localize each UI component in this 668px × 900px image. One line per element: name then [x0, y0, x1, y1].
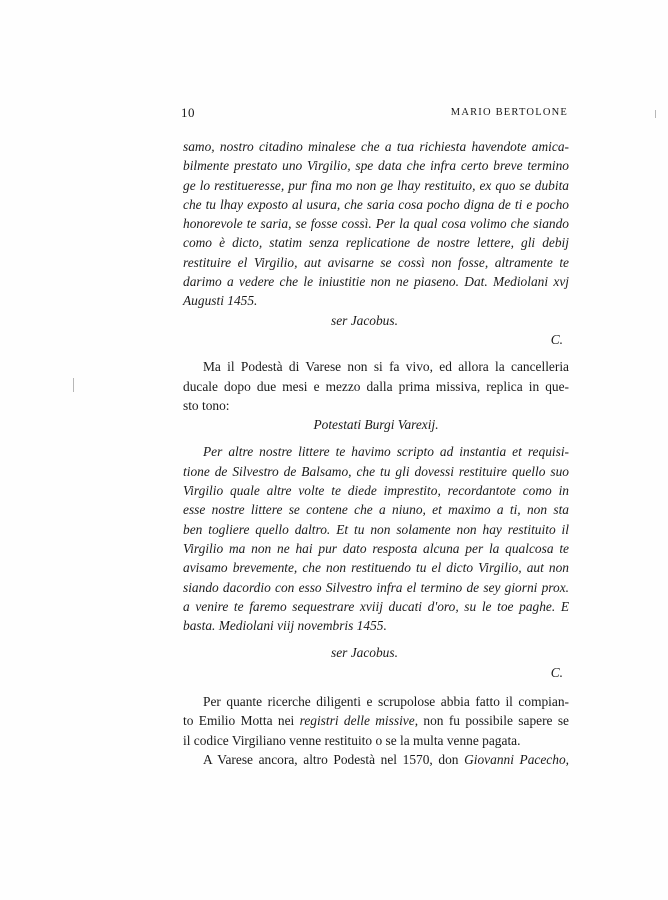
letter-2-line: esse nostre littere se contene che a niuno, et maximo a ti, non sta	[183, 502, 569, 518]
letter-1-line: che tu lhay exposto al usura, che saria cosa pocho digna de ti e pocho	[183, 196, 569, 212]
letter-1-signature: ser Jacobus.	[331, 312, 398, 328]
running-head: MARIO BERTOLONE	[450, 107, 568, 118]
letter-1-line: darimo a vedere che le iniustitie non ne piaseno. Dat. Mediolani xvj	[183, 274, 569, 290]
letter-2-signature: ser Jacobus.	[331, 645, 398, 661]
letter-1-line: samo, nostro citadino minalese che a tua richiesta havendote amica-	[183, 139, 569, 154]
letter-2-line: basta. Mediolani viij novembris 1455.	[183, 618, 387, 634]
letter-1-line: restituire el Virgilio, aut avisarne se cossì non fosse, altramente te	[183, 254, 569, 270]
narrative-line: Per quante ricerche diligenti e scrupolose abbia fatto il compian-	[203, 694, 569, 710]
letter-1-line: Augusti 1455.	[183, 293, 258, 309]
letter-1-line: como è dicto, statim senza replicatione de nostre lettere, gli debij	[183, 235, 569, 251]
letter-2	[183, 415, 569, 682]
page-number: 10	[181, 105, 195, 120]
letter-1	[183, 137, 569, 349]
narrative-line: Ma il Podestà di Varese non si fa vivo, ed allora la cancelleria	[203, 359, 569, 375]
narrative-text: , non fu possibile sapere se	[414, 713, 569, 729]
narrative-line: ducale dopo due mesi e mezzo dalla prima missiva, replica in que-	[183, 378, 569, 394]
narrative-paragraph-1	[183, 357, 569, 415]
main-text	[183, 137, 569, 769]
narrative-line	[183, 711, 569, 730]
narrative-paragraph-2	[183, 692, 569, 750]
letter-2-line: Per altre nostre littere te havimo scripto ad instantia et requisi-	[203, 444, 569, 460]
letter-1-initial: C.	[550, 331, 563, 347]
letter-2-line: a venire te faremo sequestrare xviij ducati d'oro, su le toe paghe. E	[183, 598, 569, 614]
narrative-italic-title: registri delle missive	[299, 713, 415, 729]
letter-2-line: avisamo brevemente, che non restituendo tu el dicto Virgilio, aut non	[183, 560, 569, 576]
narrative-line	[183, 750, 569, 769]
letter-2-salutation: Potestati Burgi Varexij.	[313, 417, 439, 433]
scan-mark	[73, 378, 74, 392]
narrative-text: A Varese ancora, altro Podestà nel 1570, don	[203, 751, 465, 767]
scan-mark	[655, 110, 656, 118]
letter-1-line: bilmente prestato uno Virgilio, spe data che infra certo breve termino	[183, 158, 569, 174]
letter-2-line: siando dacordio con esso Silvestro infra el termino de sey giorni prox.	[183, 579, 569, 595]
letter-2-line: tione de Silvestro de Balsamo, che tu gli dovessi restituire quello suo	[183, 463, 569, 479]
narrative-paragraph-3	[183, 750, 569, 769]
narrative-text: to Emilio Motta nei	[183, 713, 300, 729]
letter-2-line: Virgilio quale altre volte te diede imprestito, recordantote como in	[183, 483, 569, 499]
narrative-italic-name: Giovanni Pacecho,	[464, 751, 569, 767]
narrative-line: il codice Virgiliano venne restituito o se la multa venne pagata.	[183, 732, 521, 748]
narrative-line: sto tono:	[183, 397, 230, 413]
letter-1-line: ge lo restitueresse, pur fina mo non ge lhay restituito, ex quo se dubita	[183, 177, 569, 193]
letter-2-line: Virgilio ma non ne hai pur dato resposta alcuna per la qualcosa te	[183, 540, 569, 556]
letter-2-line: ben togliere quello daltro. Et tu non solamente non hay restituito il	[183, 521, 569, 537]
letter-1-line: honorevole te saria, se fosse cossì. Per la qual cosa volimo che siando	[183, 216, 569, 232]
letter-2-initial: C.	[550, 664, 563, 680]
